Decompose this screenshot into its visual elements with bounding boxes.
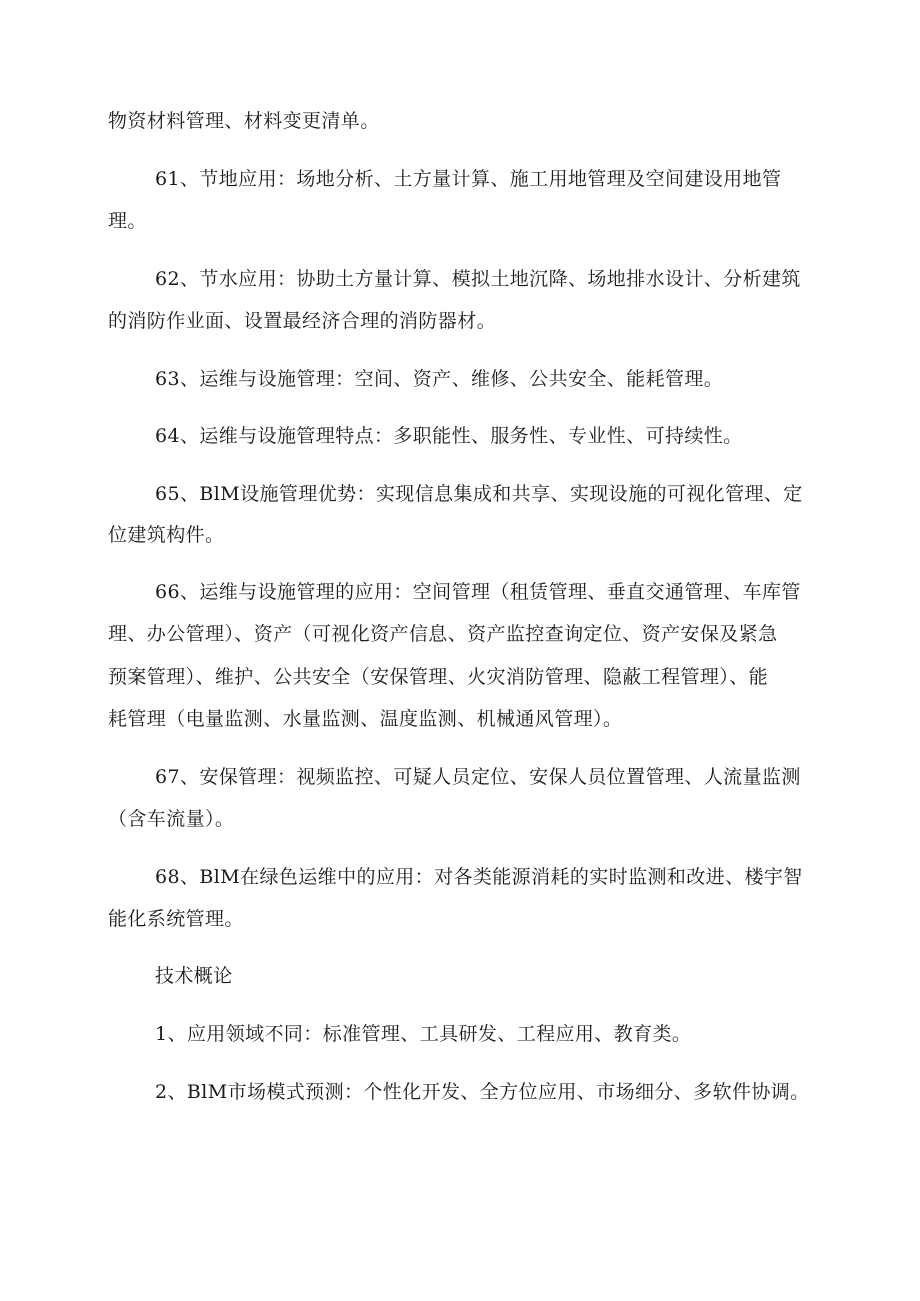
list-item-61-line-1: 61、节地应用：场地分析、土方量计算、施工用地管理及空间建设用地管 xyxy=(155,168,782,190)
section-heading: 技术概论 xyxy=(155,965,233,987)
list-item-66-line-2: 理、办公管理）、资产（可视化资产信息、资产监控查询定位、资产安保及紧急 xyxy=(108,623,778,645)
list-item-68-line-1: 68、BlM在绿色运维中的应用：对各类能源消耗的实时监测和改进、楼宇智 xyxy=(155,866,803,888)
text-line: 物资材料管理、材料变更清单。 xyxy=(108,110,380,132)
list-item-67-line-2: （含车流量）。 xyxy=(108,808,235,830)
list-item-61-line-2: 理。 xyxy=(108,210,147,232)
list-item-65-line-1: 65、BlM设施管理优势：实现信息集成和共享、实现设施的可视化管理、定 xyxy=(155,483,803,505)
list-item-63: 63、运维与设施管理：空间、资产、维修、公共安全、能耗管理。 xyxy=(155,368,724,390)
list-item-66-line-1: 66、运维与设施管理的应用：空间管理（租赁管理、垂直交通管理、车库管 xyxy=(155,581,801,603)
list-item-65-line-2: 位建筑构件。 xyxy=(108,524,225,546)
list-item-62-line-2: 的消防作业面、设置最经济合理的消防器材。 xyxy=(108,310,497,332)
list-item-66-line-3: 预案管理）、维护、公共安全（安保管理、火灾消防管理、隐蔽工程管理）、能 xyxy=(108,666,769,688)
list-item-64: 64、运维与设施管理特点：多职能性、服务性、专业性、可持续性。 xyxy=(155,425,743,447)
list-item-62-line-1: 62、节水应用：协助土方量计算、模拟土地沉降、场地排水设计、分析建筑 xyxy=(155,268,801,290)
list-item-1: 1、应用领域不同：标准管理、工具研发、工程应用、教育类。 xyxy=(155,1023,692,1045)
list-item-2: 2、BlM市场模式预测：个性化开发、全方位应用、市场细分、多软件协调。 xyxy=(155,1081,810,1103)
list-item-66-line-4: 耗管理（电量监测、水量监测、温度监测、机械通风管理）。 xyxy=(108,708,623,730)
list-item-68-line-2: 能化系统管理。 xyxy=(108,908,244,930)
list-item-67-line-1: 67、安保管理：视频监控、可疑人员定位、安保人员位置管理、人流量监测 xyxy=(155,766,801,788)
